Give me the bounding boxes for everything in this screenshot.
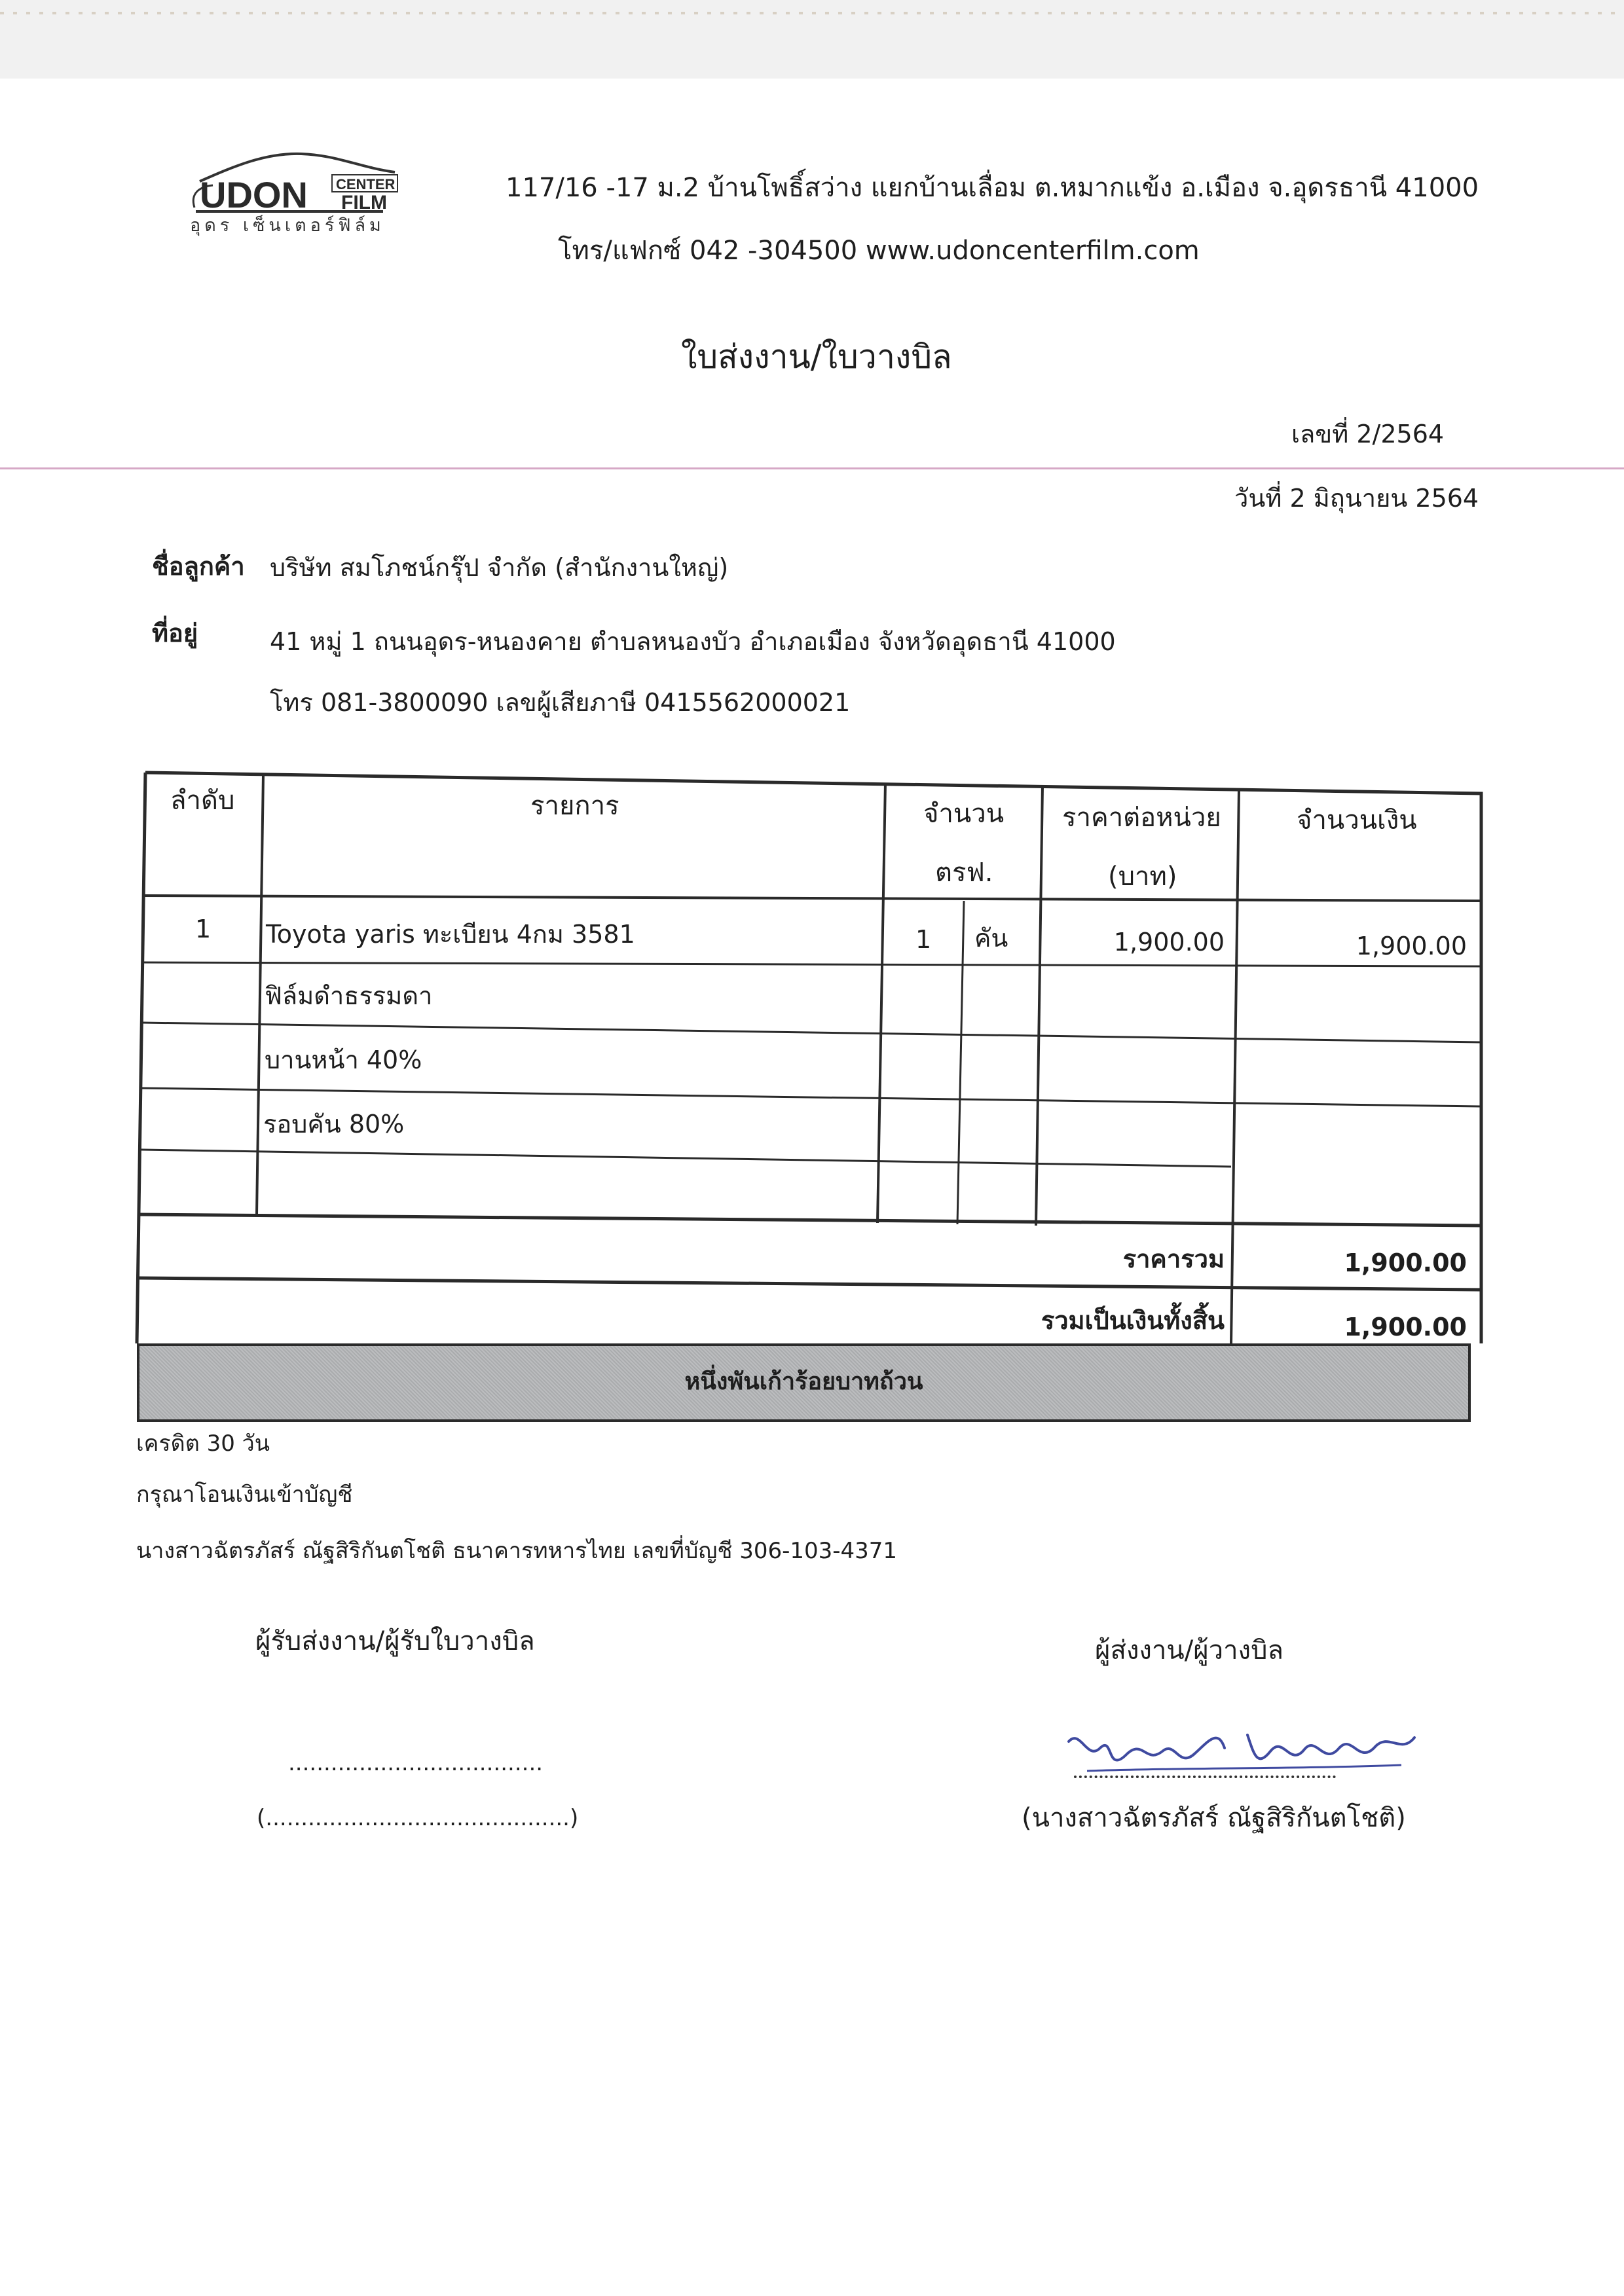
header-qty-line2: ตรฟ. — [935, 858, 993, 888]
row-1-unit: คัน — [974, 924, 1008, 953]
customer-name-label: ชื่อลูกค้า — [152, 552, 245, 581]
row-2-item: ฟิล์มดำธรรมดา — [265, 981, 433, 1010]
credit-terms: เครดิต 30 วัน — [136, 1430, 270, 1457]
company-address: 117/16 -17 ม.2 บ้านโพธิ์สว่าง แยกบ้านเลื่อม ต.หมากแข้ง อ.เมือง จ.อุดรธานี 41000 — [506, 173, 1479, 203]
document-title: ใบส่งงาน/ใบวางบิล — [681, 338, 952, 376]
document-date: วันที่ 2 มิถุนายน 2564 — [1234, 484, 1479, 513]
row-1-qty: 1 — [915, 925, 932, 954]
logo-center-text: CENTER — [336, 176, 396, 192]
amount-in-words-band — [137, 1343, 1471, 1422]
row-1-price: 1,900.00 — [1113, 928, 1225, 957]
logo-thai-text: อุดร เซ็นเตอร์ฟิล์ม — [190, 215, 385, 236]
row-1-amount: 1,900.00 — [1356, 932, 1467, 960]
subtotal-label: ราคารวม — [1122, 1245, 1225, 1273]
row-4-item: รอบคัน 80% — [263, 1110, 405, 1139]
receiver-sign-line: .................................... — [288, 1750, 544, 1776]
document-number: เลขที่ 2/2564 — [1291, 420, 1445, 448]
header-item: รายการ — [530, 791, 619, 821]
amount-in-words: หนึ่งพันเก้าร้อยบาทถ้วน — [684, 1368, 923, 1395]
customer-address-label: ที่อยู่ — [152, 619, 198, 647]
logo-film-text: FILM — [341, 192, 387, 213]
header-unit-price-line2: (บาท) — [1108, 862, 1177, 892]
receiver-label: ผู้รับส่งงาน/ผู้รับใบวางบิล — [255, 1626, 535, 1656]
sender-signature — [1061, 1715, 1428, 1794]
receiver-name-line: (...........................................) — [257, 1805, 579, 1831]
customer-name: บริษัท สมโภชน์กรุ๊ป จำกัด (สำนักงานใหญ่) — [270, 553, 729, 582]
header-amount: จำนวนเงิน — [1297, 805, 1417, 835]
row-1-no: 1 — [195, 915, 212, 943]
total-value: 1,900.00 — [1344, 1313, 1467, 1341]
subtotal-value: 1,900.00 — [1344, 1248, 1467, 1277]
total-label: รวมเป็นเงินทั้งสิ้น — [1041, 1306, 1225, 1335]
logo-main-text: UDON — [200, 174, 308, 215]
customer-phone-tax: โทร 081-3800090 เลขผู้เสียภาษี 0415562000021 — [270, 688, 851, 717]
header-qty-line1: จำนวน — [923, 799, 1005, 829]
row-1-item: Toyota yaris ทะเบียน 4กม 3581 — [266, 920, 635, 949]
sender-name: (นางสาวฉัตรภัสร์ ณัฐสิริกันตโชติ) — [1022, 1803, 1406, 1833]
customer-address: 41 หมู่ 1 ถนนอุดร-หนองคาย ตำบลหนองบัว อำเภอเมือง จังหวัดอุดธานี 41000 — [270, 627, 1116, 656]
transfer-note: กรุณาโอนเงินเข้าบัญชี — [136, 1482, 353, 1508]
bank-account: นางสาวฉัตรภัสร์ ณัฐสิริกันตโชติ ธนาคารทหารไทย เลขที่บัญชี 306-103-4371 — [136, 1538, 898, 1564]
header-no: ลำดับ — [170, 786, 235, 816]
sender-label: ผู้ส่งงาน/ผู้วางบิล — [1095, 1635, 1283, 1666]
sender-sign-line — [1074, 1776, 1336, 1778]
header-unit-price-line1: ราคาต่อหน่วย — [1062, 803, 1221, 833]
row-3-item: บานหน้า 40% — [265, 1046, 422, 1074]
company-contact: โทร/แฟกซ์ 042 -304500 www.udoncenterfilm.com — [558, 236, 1200, 266]
